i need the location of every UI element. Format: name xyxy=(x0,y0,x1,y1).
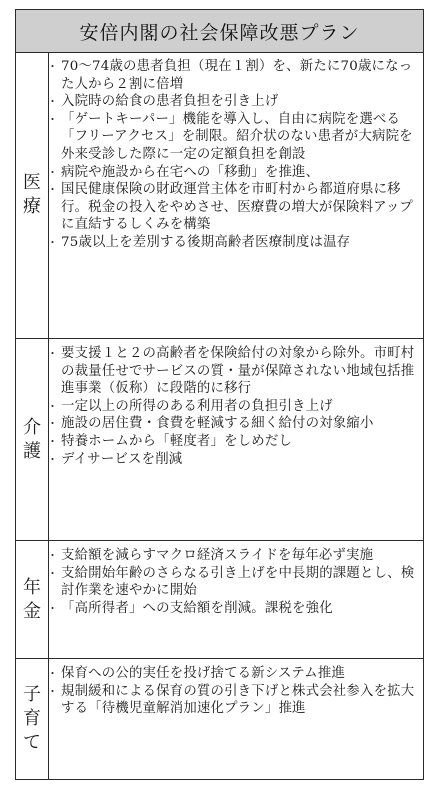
table-title: 安倍内閣の社会保障改悪プラン xyxy=(16,10,423,53)
category-label-medical: 医 療 xyxy=(16,52,49,338)
category-label-child-rearing: 子 育 て xyxy=(16,659,49,779)
section-pension xyxy=(16,541,423,659)
section-medical xyxy=(16,52,423,339)
list-item: ・ 特養ホームから「軽度者」をしめだし xyxy=(50,433,419,451)
list-item: ・ 支給額を減らすマクロ経済スライドを毎年必ず実施 xyxy=(50,547,419,565)
list-item: ・ 施設の居住費・食費を軽減する細く給付の対象縮小 xyxy=(50,415,419,433)
list-item: ・ 規制緩和による保育の質の引き下げと株式会社参入を拡大する「待機児童解消加速化プラン」推進 xyxy=(50,683,419,718)
list-item: ・ デイサービスを削減 xyxy=(50,451,419,469)
list-item: ・ 70～74歳の患者負担（現在１割）を、新たに70歳になった人から２割に倍増 xyxy=(50,58,419,93)
list-item: ・ 一定以上の所得のある利用者の負担引き上げ xyxy=(50,398,419,416)
item-list-pension xyxy=(50,547,419,617)
section-child-rearing xyxy=(16,659,423,779)
section-nursing-care xyxy=(16,339,423,541)
category-label-pension: 年 金 xyxy=(16,541,49,658)
list-item: ・ 入院時の給食の患者負担を引き上げ xyxy=(50,93,419,111)
list-item: ・ 要支援１と２の高齢者を保険給付の対象から除外。市町村の裁量任せでサービスの質・量が保障されない地域包括推進事業（仮称）に段階的に移行 xyxy=(50,345,419,398)
social-security-plan-table xyxy=(15,9,424,780)
list-item: ・ 「高所得者」への支給額を削減。課税を強化 xyxy=(50,600,419,618)
item-list-medical xyxy=(50,58,419,252)
category-label-nursing-care: 介 護 xyxy=(16,339,49,540)
item-list-nursing-care xyxy=(50,345,419,468)
list-item: ・ 支給開始年齢のさらなる引き上げを中長期的課題とし、検討作業を速やかに開始 xyxy=(50,565,419,600)
list-item: ・ 「ゲートキーパー」機能を導入し、自由に病院を選べる「フリーアクセス」を制限。紹介状のない患者が大病院を外来受診した際に一定の定額負担を創設 xyxy=(50,111,419,164)
list-item: ・ 病院や施設から在宅への「移動」を推進、 xyxy=(50,164,419,182)
item-list-child-rearing xyxy=(50,665,419,718)
list-item: ・ 保育への公的実任を投げ捨てる新システム推進 xyxy=(50,665,419,683)
list-item: ・ 国民健康保険の財政運営主体を市町村から都道府県に移行。税金の投入をやめさせ、医療費の増大が保険料アップに直結するしくみを構築 xyxy=(50,181,419,234)
list-item: ・ 75歳以上を差別する後期高齢者医療制度は温存 xyxy=(50,234,419,252)
